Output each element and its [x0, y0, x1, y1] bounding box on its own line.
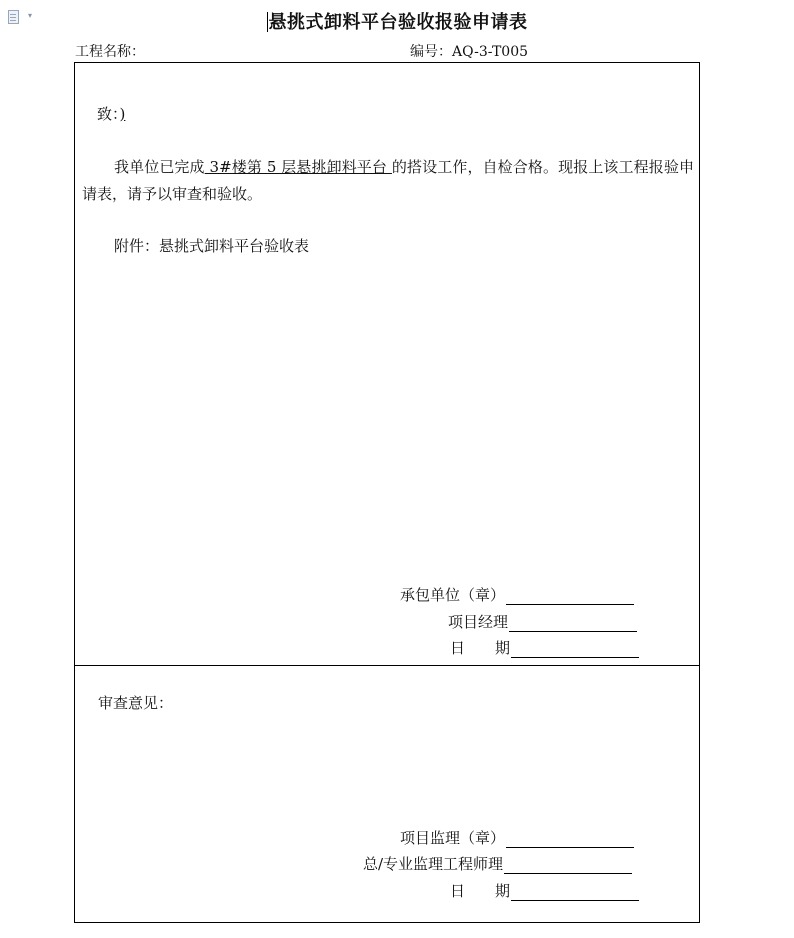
supervision-row — [400, 827, 634, 848]
contractor-date-row — [450, 637, 639, 658]
document-code: 编号：AQ-3-T005 — [410, 44, 529, 60]
recipient-label: 致： — [97, 105, 120, 123]
review-date-field[interactable] — [511, 885, 639, 901]
supervision-label: 项目监理（章） — [400, 829, 506, 847]
recipient-line[interactable] — [97, 103, 125, 124]
attachment-line: 附件：悬挑式卸料平台验收表 — [114, 237, 310, 255]
title-text: 悬挑式卸料平台验收报验申请表 — [268, 12, 528, 33]
chief-engineer-field[interactable] — [504, 858, 632, 874]
document-title[interactable] — [0, 8, 794, 34]
contractor-date-label: 日 期 — [450, 639, 511, 657]
recipient-value[interactable]: ) — [119, 105, 126, 123]
review-date-label: 日 期 — [450, 882, 511, 900]
contractor-unit-label: 承包单位（章） — [400, 586, 506, 604]
project-name-label: 工程名称： — [75, 44, 145, 60]
completed-item-field[interactable]: 3#楼第 5 层悬挑卸料平台 — [204, 158, 392, 176]
review-opinion-label: 审查意见： — [98, 694, 174, 712]
request-paragraph[interactable] — [82, 154, 694, 208]
supervision-field[interactable] — [506, 832, 634, 848]
chevron-down-icon[interactable]: ▾ — [28, 11, 33, 20]
request-text-suffix: 的搭设工作，自检合格。现报上该工程报验申请表，请予以审查和验收。 — [82, 158, 694, 203]
contractor-date-field[interactable] — [511, 642, 639, 658]
chief-engineer-label: 总/专业监理工程师理 — [363, 855, 504, 873]
chief-engineer-row — [363, 853, 632, 874]
contractor-unit-row — [400, 584, 634, 605]
project-manager-label: 项目经理 — [448, 613, 509, 631]
project-manager-field[interactable] — [509, 616, 637, 632]
text-cursor — [267, 12, 268, 32]
request-section — [74, 62, 700, 666]
project-manager-row — [448, 611, 637, 632]
review-date-row — [450, 880, 639, 901]
request-text-prefix: 我单位已完成 — [114, 158, 205, 176]
contractor-unit-field[interactable] — [506, 589, 634, 605]
